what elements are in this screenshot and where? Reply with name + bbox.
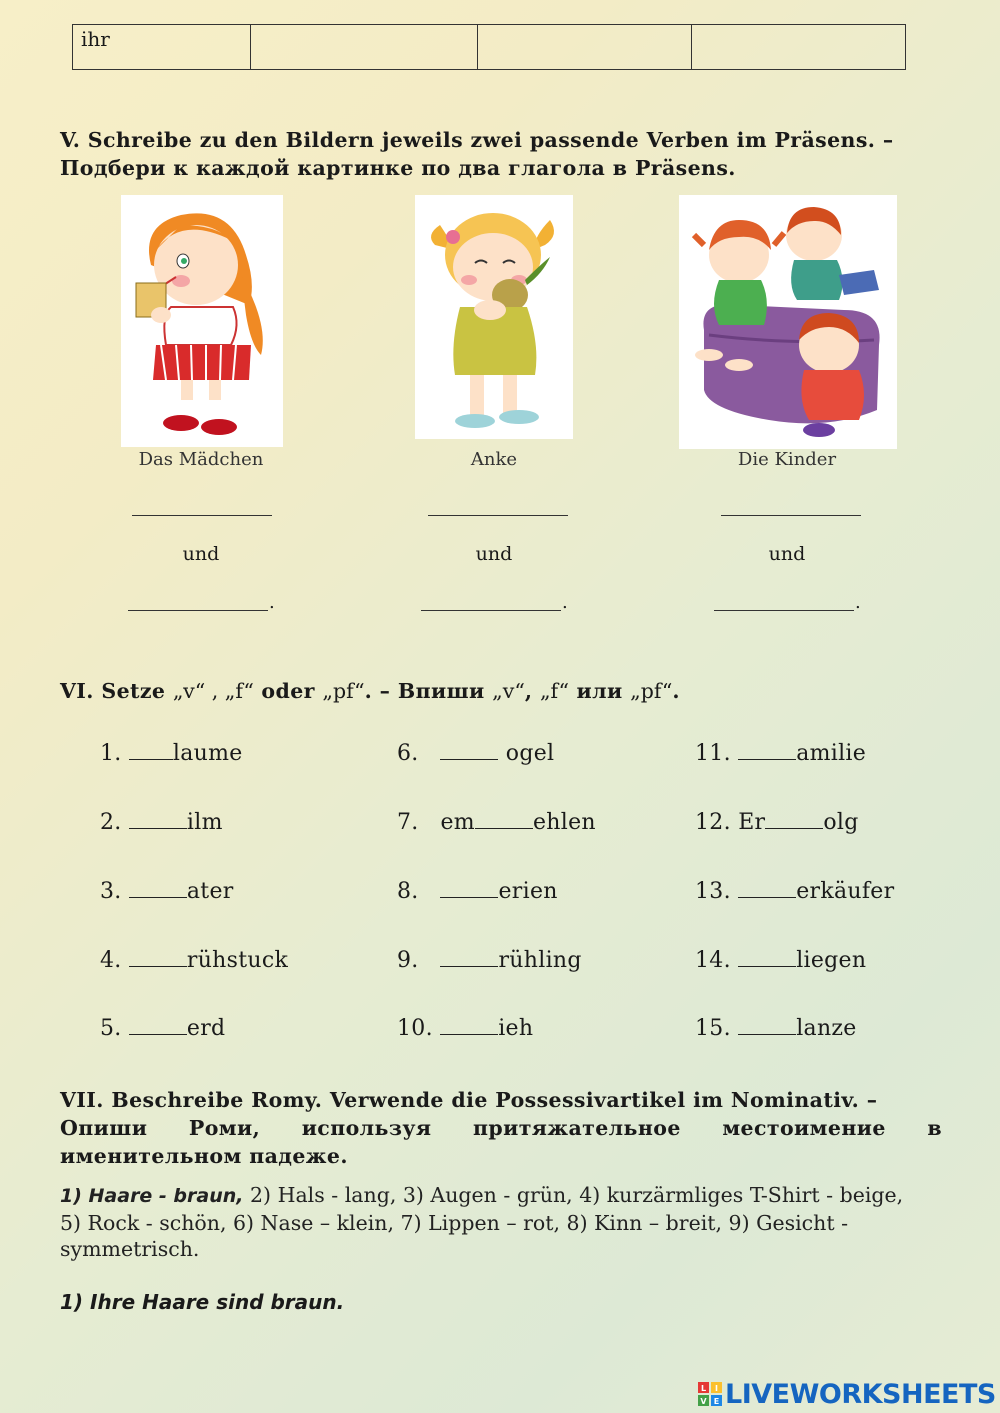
letter-blank[interactable] <box>129 1016 187 1035</box>
letter-blank[interactable] <box>475 810 533 829</box>
exercise-item <box>695 948 866 973</box>
und-label: und <box>182 543 220 565</box>
section6-heading-part: VI. Setze <box>60 679 173 703</box>
item-number: 7. <box>397 810 419 835</box>
letter-blank[interactable] <box>129 810 187 829</box>
period-mark: . <box>269 592 275 613</box>
picture-caption: Anke <box>470 449 518 470</box>
section5-heading <box>60 126 945 182</box>
word-beginning: em <box>440 810 475 835</box>
item-number: 10. <box>397 1016 433 1041</box>
item-number: 5. <box>100 1016 122 1041</box>
verb-answer-blank[interactable] <box>128 610 268 611</box>
und-label: und <box>475 543 513 565</box>
section7-heading-line2: Опиши Роми, используя притяжательное местоимение в <box>60 1116 942 1140</box>
children-sitting-image <box>679 195 897 449</box>
logo-text: LIVEWORKSHEETS <box>725 1378 996 1410</box>
item-number: 8. <box>397 879 419 904</box>
item-number: 14. <box>695 948 731 973</box>
exercise-item <box>695 810 859 835</box>
exercise-item <box>397 948 582 973</box>
letter-options: „pf“ <box>630 679 673 703</box>
period-mark: . <box>855 592 861 613</box>
word-list-example: 1) Haare - braun, <box>60 1185 244 1207</box>
table-cell-answer[interactable] <box>251 25 478 70</box>
item-number: 6. <box>397 741 419 766</box>
table-cell-pronoun: ihr <box>73 25 251 70</box>
item-number: 2. <box>100 810 122 835</box>
exercise-item <box>100 879 234 904</box>
verb-answer-blank[interactable] <box>714 610 854 611</box>
letter-options: „v“ <box>492 679 525 703</box>
section7-heading-line1: VII. Beschreibe Romy. Verwende die Possessivartikel im Nominativ. – <box>60 1088 878 1112</box>
word-ending: ilm <box>186 810 223 835</box>
letter-blank[interactable] <box>129 948 187 967</box>
section6-heading-part: . <box>672 679 680 703</box>
section6-heading-part: oder <box>253 679 323 703</box>
letter-blank[interactable] <box>738 1016 796 1035</box>
item-number: 15. <box>695 1016 731 1041</box>
word-ending: erkäufer <box>796 879 895 904</box>
exercise-item <box>695 1016 857 1041</box>
word-beginning: Er <box>738 810 766 835</box>
exercise-item <box>397 1016 533 1041</box>
word-ending: amilie <box>796 741 867 766</box>
girl-eating-image <box>415 195 573 439</box>
exercise-item <box>100 948 288 973</box>
word-ending: laume <box>172 741 243 766</box>
section6-heading <box>60 679 680 703</box>
exercise-item <box>100 741 243 766</box>
letter-blank[interactable] <box>440 948 498 967</box>
item-number: 4. <box>100 948 122 973</box>
word-ending: erd <box>186 1016 226 1041</box>
exercise-item <box>100 1016 225 1041</box>
verb-answer-blank[interactable] <box>132 515 272 516</box>
section5-heading-line1: V. Schreibe zu den Bildern jeweils zwei passende Verben im Präsens. – <box>60 128 894 152</box>
picture-caption: Die Kinder <box>737 449 837 470</box>
letter-options: „f“ <box>539 679 570 703</box>
word-ending: ogel <box>498 741 555 766</box>
table-cell-answer[interactable] <box>692 25 906 70</box>
liveworksheets-logo <box>698 1378 996 1410</box>
word-ending: liegen <box>796 948 867 973</box>
word-ending: ehlen <box>532 810 596 835</box>
verb-answer-blank[interactable] <box>721 515 861 516</box>
word-ending: ater <box>186 879 234 904</box>
item-number: 12. <box>695 810 731 835</box>
item-number: 9. <box>397 948 419 973</box>
section6-heading-part: или <box>569 679 631 703</box>
item-number: 1. <box>100 741 122 766</box>
exercise-item <box>397 879 558 904</box>
table-cell-answer[interactable] <box>478 25 692 70</box>
letter-blank[interactable] <box>738 948 796 967</box>
section7-heading <box>60 1086 942 1170</box>
section6-heading-part: . – Впиши <box>364 679 493 703</box>
girl-drinking-image <box>121 195 283 447</box>
letter-blank[interactable] <box>440 741 498 760</box>
word-ending: ieh <box>498 1016 534 1041</box>
item-number: 13. <box>695 879 731 904</box>
conjugation-table-row <box>72 24 906 70</box>
word-ending: erien <box>498 879 558 904</box>
letter-blank[interactable] <box>765 810 823 829</box>
section6-heading-part: , <box>524 679 540 703</box>
section5-heading-line2: Подбери к каждой картинке по два глагола в Präsens. <box>60 156 736 180</box>
period-mark: . <box>562 592 568 613</box>
verb-answer-blank[interactable] <box>421 610 561 611</box>
letter-blank[interactable] <box>738 741 796 760</box>
letter-blank[interactable] <box>129 879 187 898</box>
svg-text:I: I <box>715 1384 718 1393</box>
exercise-item <box>695 879 894 904</box>
letter-blank[interactable] <box>738 879 796 898</box>
letter-options: „v“ , „f“ <box>172 679 254 703</box>
exercise-item <box>695 741 866 766</box>
svg-text:V: V <box>700 1397 707 1406</box>
svg-text:L: L <box>700 1384 707 1393</box>
item-number: 3. <box>100 879 122 904</box>
word-ending: lanze <box>796 1016 857 1041</box>
svg-text:E: E <box>713 1397 720 1406</box>
letter-options: „pf“ <box>322 679 365 703</box>
letter-blank[interactable] <box>129 741 173 760</box>
exercise-item <box>397 810 596 835</box>
section7-heading-line3: именительном падеже. <box>60 1144 348 1168</box>
word-ending: rühling <box>498 948 582 973</box>
letter-blank[interactable] <box>440 879 498 898</box>
liveworksheets-logo-icon <box>698 1382 722 1406</box>
letter-blank[interactable] <box>440 1016 498 1035</box>
exercise-item <box>100 810 223 835</box>
word-list <box>60 1182 920 1263</box>
exercise-item <box>397 741 554 766</box>
word-ending: olg <box>823 810 859 835</box>
word-ending: rühstuck <box>186 948 289 973</box>
example-answer: 1) Ihre Haare sind braun. <box>60 1290 345 1314</box>
und-label: und <box>768 543 806 565</box>
word-list-items: 2) Hals - lang, 3) Augen - grün, 4) kurzärmliges T-Shirt - beige, 5) Rock - schön, 6) Nase – klein, 7) Lippen – rot, 8) Kinn – breit, 9) Gesicht - symmetrisch. <box>60 1183 904 1261</box>
item-number: 11. <box>695 741 731 766</box>
picture-caption: Das Mädchen <box>138 449 264 470</box>
verb-answer-blank[interactable] <box>428 515 568 516</box>
